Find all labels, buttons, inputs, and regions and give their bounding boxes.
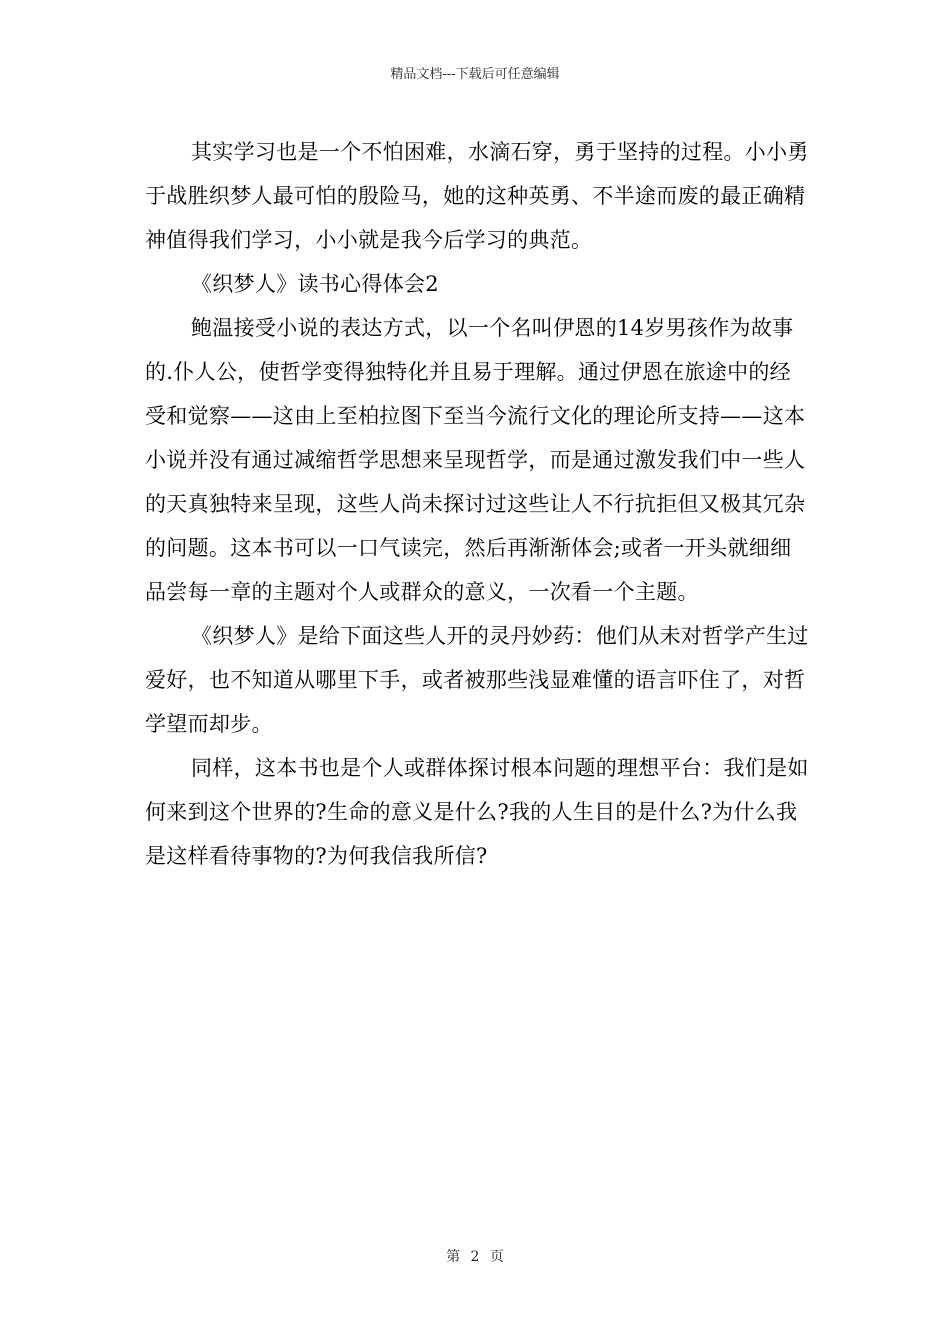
section-title: 《织梦人》读书心得体会2: [191, 272, 439, 296]
paragraph-platform-questions: 同样，这本书也是个人或群体探讨根本问题的理想平台：我们是如何来到这个世界的?生命的意义是什么?我的人生目的是什么?为什么我是这样看待事物的?为何我信我所信?: [145, 756, 809, 868]
page-footer: [0, 1248, 950, 1266]
paragraph-remedy: 《织梦人》是给下面这些人开的灵丹妙药：他们从未对哲学产生过爱好，也不知道从哪里下手，或者被那些浅显难懂的语言吓住了，对哲学望而却步。: [145, 624, 809, 736]
page-suffix: 页: [489, 1249, 504, 1265]
page-header: 精品文档---下载后可任意编辑: [390, 67, 560, 82]
paragraph-study-persistence: 其实学习也是一个不怕困难，水滴石穿，勇于坚持的过程。小小勇于战胜织梦人最可怕的殷险马，她的这种英勇、不半途而废的最正确精神值得我们学习，小小就是我今后学习的典范。: [145, 140, 809, 252]
page-prefix: 第: [446, 1249, 461, 1265]
page-number: 2: [470, 1249, 480, 1265]
document-body: [145, 130, 809, 878]
paragraph-novel-philosophy: 鲍温接受小说的表达方式，以一个名叫伊恩的14岁男孩作为故事的.仆人公，使哲学变得独特化并且易于理解。通过伊恩在旅途中的经受和觉察——这由上至柏拉图下至当今流行文化的理论所支持——这本小说并没有通过减缩哲学思想来呈现哲学，而是通过激发我们中一些人的天真独特来呈现，这些人尚未探讨过这些让人不行抗拒但又极其冗杂的问题。这本书可以一口气读完，然后再渐渐体会;或者一开头就细细品尝每一章的主题对个人或群众的意义，一次看一个主题。: [145, 316, 806, 604]
